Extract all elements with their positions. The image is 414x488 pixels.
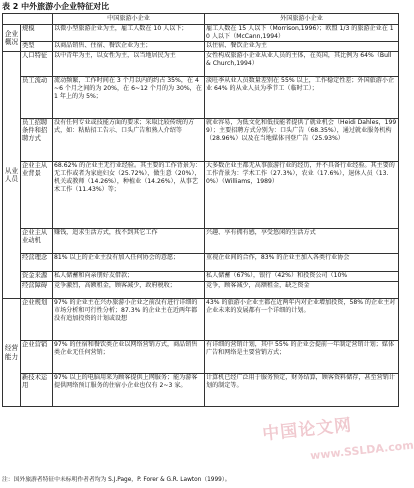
cell-foreign: 有详细的营销计划，其中 55% 的企业会提前一年制定营销计划；媒体广告和网络是主要营销方式； [205, 341, 399, 374]
cell-foreign: 私人储蓄（67%），银行（42%）和投资公司（10% [205, 272, 399, 282]
cell-china: 68.62% 的企业主无行业经验。其主要的工作背景为：无工作或者为家庭妇女（25.72%），做生意（20%），机关或教师（14.26%），种植业（14.26%），从事艺术工作（11.43%）等； [53, 162, 205, 229]
cell-foreign: 竞争，顾客减少，高额租金，缺乏资金 [205, 282, 399, 299]
cell-china: 97% 的企业主在兴办旅游小企业之前没有进行详细的市场分析和可行性分析；87.3% 的企业主在近两年都没有追加投资的计划或设想 [53, 299, 205, 341]
table-row [3, 299, 399, 341]
table-row [3, 162, 399, 229]
row-label: 企业主从业背景 [21, 162, 53, 229]
table-row [3, 229, 399, 254]
cell-china: 以中青年为主，以女性为主，以当地居民为主 [53, 52, 205, 77]
row-label: 人口特征 [21, 52, 53, 77]
header-foreign: 外国旅游小企业 [205, 14, 399, 25]
table-row [3, 272, 399, 282]
row-label: 经营障碍 [21, 282, 53, 299]
watermark: 中国论文网 [261, 415, 354, 445]
group-label-overview: 企业概况 [3, 25, 21, 52]
cell-china: 私人储蓄和向亲朋好友借款； [53, 272, 205, 282]
cell-foreign: 女性构成旅游小企业从业人员的主体，在英国，其比例为 64%（Bull & Church,1994） [205, 52, 399, 77]
cell-china: 赚钱，追求生活方式，找不到其它工作 [53, 229, 205, 254]
row-label: 企业主从业动机 [21, 229, 53, 254]
comparison-table [2, 13, 399, 407]
cell-china: 以微小型旅游企业为主，雇工人数在 10 人以下； [53, 25, 205, 42]
group-label-ability: 经营能力 [3, 299, 21, 407]
row-label: 员工流动 [21, 77, 53, 119]
cell-foreign: 淡旺季从业人员数量差别在 55% 以上，工作稳定性差；外国旅游小企业 64% 的从业人员为季节工（临时工）； [205, 77, 399, 119]
row-label: 企业规划 [21, 299, 53, 341]
table-row [3, 282, 399, 299]
row-label: 经营理念 [21, 254, 53, 272]
cell-china: 流动频繁，工作时间在 3 个月以内的约占 35%，在 4~6 个月之间的为 20%，在 6~12 个月的为 30%，在 1 年上的为 5%； [53, 77, 205, 119]
header-china: 中国旅游小企业 [53, 14, 205, 25]
table-row [3, 77, 399, 119]
table-row [3, 42, 399, 52]
table-row [3, 52, 399, 77]
cell-china: 97% 的住宿和餐饮类企业以网络营销方式，商品销售类企业无任何营销； [53, 341, 205, 374]
table-row [3, 374, 399, 407]
row-label: 企业营销 [21, 341, 53, 374]
watermark-url: www.SSLDA.com [309, 438, 414, 463]
table-note: 注：国外旅游者特征中未标明作者者均为 S.J.Page，P. Forer & G.R. Lawton（1999）。 [2, 477, 231, 483]
row-label: 员工招聘条件和招聘方式 [21, 119, 53, 162]
cell-foreign: 兴趣、享有拥有感，享受悠闲的生活方式 [205, 229, 399, 254]
cell-china: 81% 以上的企业主没有加入任何协会的意愿； [53, 254, 205, 272]
cell-foreign: 大多数企业主都无从事旅游行业的经历，并不具备行业经验。其主要的工作背景为：学术工作（27.3%），农业（17.6%），退休人员（13.0%）（Williams，1989） [205, 162, 399, 229]
row-label: 规模 [21, 25, 53, 42]
table-title: 表 2 中外旅游小企业特征对比 [2, 2, 110, 11]
table-row [3, 341, 399, 374]
cell-foreign: 43% 的旅游小企业主都在近两年内对企业增加投资，58% 的企业主对企业未来的发展都有一个详细的计划。 [205, 299, 399, 341]
cell-foreign: 就业容易，为低文化和低技能者提供了就业机会（Heidi Dahles，1999）；主要招聘方式分别为：口头广告（68.35%），通过就业服务机构（28.96%）以及在当地媒体刊登广告（25.93%） [205, 119, 399, 162]
cell-foreign: 计算机已经广泛用于服务预定，财务结算，顾客资料储存，甚至营销计划的制定等。 [205, 374, 399, 407]
table-row [3, 119, 399, 162]
cell-china: 97% 以上的电脑用来为顾客提供上网服务；能为游客提供网络预订服务的住宿小企业也仅有 2~3 家。 [53, 374, 205, 407]
row-label: 类型 [21, 42, 53, 52]
cell-foreign: 雇工人数在 15 人以下（Morrison,1996）；欧盟 1/3 的旅游企业在 10 人以下（McCann,1994） [205, 25, 399, 42]
cell-china: 没有任何专业或技能方面的要求；采取比较传统的方式，如：粘贴招工告示、口头广告和熟人介绍等 [53, 119, 205, 162]
group-label-staff: 从业人员 [3, 52, 21, 299]
cell-foreign: 以住宿、餐饮企业为主 [205, 42, 399, 52]
cell-china: 竞争激烈，高额租金，顾客减少，政府税收； [53, 282, 205, 299]
table-header-row [3, 14, 399, 25]
row-label: 资金来源 [21, 272, 53, 282]
cell-foreign: 重视企业间的合作，83% 的企业主加入各类行业协会 [205, 254, 399, 272]
table-row [3, 25, 399, 42]
header-blank [3, 14, 53, 25]
table-row [3, 254, 399, 272]
row-label: 新技术运用 [21, 374, 53, 407]
cell-china: 以商品销售、住宿、餐饮企业为主； [53, 42, 205, 52]
